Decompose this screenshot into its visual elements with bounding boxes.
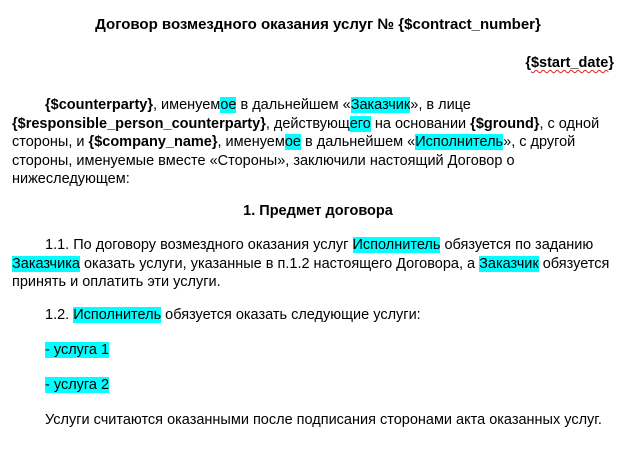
clause-1-1: [12, 236, 622, 292]
intro-highlight-2: его: [349, 115, 371, 132]
company-name-placeholder: {$company_name}: [88, 134, 218, 150]
clause-1-1-text-1: 1.1. По договору возмездного оказания услуг: [45, 237, 353, 253]
intro-highlight-1: ое: [220, 97, 237, 113]
intro-text-5: на основании: [370, 115, 471, 132]
intro-paragraph: [12, 96, 622, 189]
clause-1-2-executor: Исполнитель: [73, 307, 162, 323]
completion-note-text: Услуги считаются оказанными после подписания сторонами акта оказанных услуг.: [45, 412, 602, 428]
service-item-1: - услуга 1: [45, 342, 110, 358]
intro-text-1: , именуем: [152, 97, 221, 113]
clause-1-2: [12, 306, 622, 325]
intro-text-7: , именуем: [217, 134, 285, 150]
responsible-person-placeholder: {$responsible_person_counterparty}: [12, 115, 266, 132]
section-title-subject: 1. Предмет договора: [243, 203, 393, 219]
service-item-2: - услуга 2: [45, 377, 110, 393]
clause-1-1-executor: Исполнитель: [352, 237, 441, 253]
services-completion-note: [12, 411, 622, 430]
start-date: [525, 54, 614, 73]
start-date-open: {: [525, 55, 531, 71]
start-date-placeholder: $start_date: [530, 55, 609, 71]
clause-1-1-customer-gen: Заказчика: [12, 255, 80, 272]
intro-text-9: », с другой стороны, именуемые вместе «Стороны», заключили настоящий Договор о нижеследующем:: [12, 134, 576, 187]
intro-text-2: в дальнейшем «: [236, 97, 351, 113]
intro-text-6: , с одной стороны, и: [12, 115, 600, 150]
clause-1-1-customer: Заказчик: [479, 255, 539, 272]
intro-text-4: , действующ: [265, 115, 350, 132]
clause-1-1-text-4: обязуется принять и оплатить эти услуги.: [12, 255, 610, 290]
ground-placeholder: {$ground}: [470, 115, 540, 132]
counterparty-placeholder: {$counterparty}: [45, 97, 153, 113]
clause-1-1-text-3: оказать услуги, указанные в п.1.2 настоящего Договора, а: [79, 255, 480, 272]
service-list-item: [12, 341, 622, 360]
intro-customer-word: Заказчик: [350, 97, 411, 113]
intro-text-8: в дальнейшем «: [300, 134, 416, 150]
document-title: Договор возмездного оказания услуг № {$contract_number}: [95, 16, 541, 33]
clause-1-2-text-1: 1.2.: [45, 307, 74, 323]
clause-1-1-text-2: обязуется по заданию: [440, 237, 594, 253]
intro-text-3: », в лице: [410, 97, 471, 113]
intro-executor-word: Исполнитель: [415, 134, 504, 150]
clause-1-2-text-2: обязуется оказать следующие услуги:: [161, 307, 421, 323]
intro-highlight-3: ое: [284, 134, 301, 150]
service-list-item: [12, 376, 622, 395]
start-date-close: }: [608, 55, 614, 71]
